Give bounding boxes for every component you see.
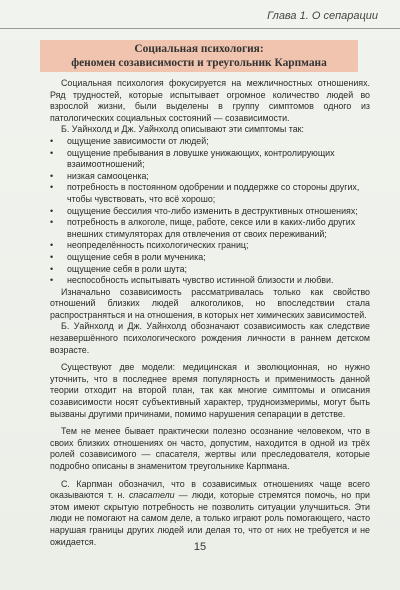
paragraph-karpman bbox=[50, 479, 370, 549]
section-title-line-2: феномен созависимости и треугольник Карпмана bbox=[71, 57, 327, 69]
chapter-header: Глава 1. О сепарации bbox=[267, 10, 378, 22]
section-title-box bbox=[40, 40, 358, 72]
karpman-text-start: С. Карпман обозначил, что в созависимых отношениях чаще всего оказываются т. н. bbox=[50, 478, 370, 501]
paragraph-intro: Социальная психология фокусируется на межличностных отношениях. Ряд трудностей, которые испытывает огромное количество людей во взрослой жизни, были выделены в группу симптомов одного из патологических социальных состояний — созависимости. bbox=[50, 78, 370, 123]
list-item: • неопределённость психологических границ; bbox=[50, 240, 370, 252]
list-item: • ощущение себя в роли мученика; bbox=[50, 252, 370, 264]
karpman-text-end: — люди, которые стремятся помочь, но при этом имеют скрытую потребность не позволить ситуации улучшиться. Эти люди не помогают на самом деле, а только играют роль помогающего, часто нарушая границы других людей или делая то, что от них не требуется и не ожидается. bbox=[50, 490, 371, 547]
symptom-list bbox=[50, 136, 370, 287]
list-item: • ощущение пребывания в ловушке унижающих, контролирующих взаимоотношений; bbox=[50, 148, 370, 171]
paragraph-origin: Изначально созависимость рассматривалась только как свойство отношений близких людей алкоголиков, но впоследствии стала распространяться и на отношения, в которых нет химических зависимостей. bbox=[50, 286, 370, 320]
paragraph-roles: Тем не менее бывает практически полезно осознание человеком, что в своих близких отношениях он часто, допустим, находится в одной из трёх ролей созависимого — спасателя, жертвы или преследователя, которые подробно описаны в знаменитом треугольнике Карпмана. bbox=[50, 426, 370, 471]
section-title-line-1: Социальная психология: bbox=[134, 43, 264, 55]
list-item: • ощущение себя в роли шута; bbox=[50, 264, 370, 276]
page-number: 15 bbox=[193, 541, 207, 553]
paragraph-definition: Б. Уайнхолд и Дж. Уайнхолд обозначают созависимость как следствие незавершённого психологического рождения личности в раннем детском возрасте. bbox=[50, 321, 370, 355]
list-item: • низкая самооценка; bbox=[50, 171, 370, 183]
body-text bbox=[50, 78, 370, 548]
list-item: • потребность в алкоголе, пище, работе, сексе или в каких-либо других внешних стимуляторах для отвлечения от своих переживаний; bbox=[50, 217, 370, 240]
list-item: • ощущение бессилия что-либо изменить в деструктивных отношениях; bbox=[50, 206, 370, 218]
header-rule bbox=[0, 28, 400, 29]
list-item: • ощущение зависимости от людей; bbox=[50, 136, 370, 148]
list-item: • потребность в постоянном одобрении и поддержке со стороны других, чтобы чувствовать, что всё хорошо; bbox=[50, 182, 370, 205]
list-item: • неспособность испытывать чувство истинной близости и любви. bbox=[50, 275, 370, 287]
rescuers-term: спасатели bbox=[128, 490, 175, 501]
paragraph-models: Существуют две модели: медицинская и эволюционная, но нужно уточнить, что в последнее время популярность и применимость данной теории отходит на второй план, так как многие симптомы и описания созависимости носят субъективный характер, трудноизмеримы, могут быть вызваны другими причинами, помимо нарушения сепарации в детстве. bbox=[50, 362, 370, 419]
paragraph-symptoms-lead: Б. Уайнхолд и Дж. Уайнхолд описывают эти симптомы так: bbox=[61, 124, 305, 135]
